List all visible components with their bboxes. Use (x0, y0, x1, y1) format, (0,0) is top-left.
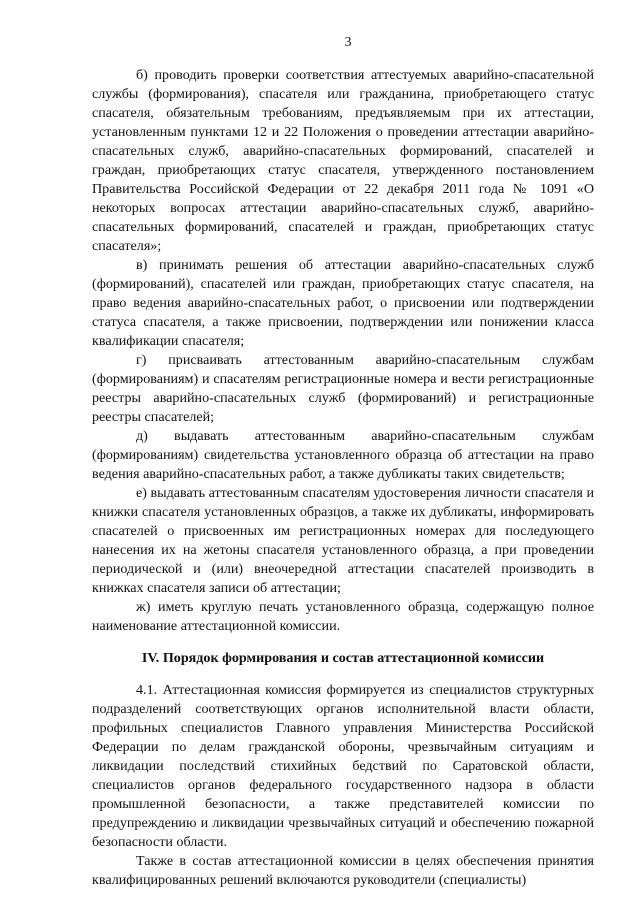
paragraph-zh: ж) иметь круглую печать установленного образца, содержащую полное наименование аттестационной комиссии. (92, 599, 594, 634)
paragraph-also: Также в состав аттестационной комиссии в целях обеспечения принятия квалифицированных решений включаются руководители (специалисты) (92, 853, 594, 888)
paragraph-v: в) принимать решения об аттестации аварийно-спасательных служб (формирований), спасателей или граждан, приобретающих статус спасателя, на право ведения аварийно-спасательных работ, о присвоении или подтверждении статуса спасателя, а также присвоении, подтверждении или понижении класса квалификации спасателя; (92, 257, 594, 349)
paragraph-e: е) выдавать аттестованным спасателям удостоверения личности спасателя и книжки спасателя установленных образцов, а также их дубликаты, информировать спасателей о присвоенных им регистрационных номерах для последующего нанесения их на жетоны спасателя установленного образца, а при проведении периодической и (или) внеочередной аттестации спасателей производить в книжках спасателя записи об аттестации; (92, 485, 594, 596)
paragraph-g: г) присваивать аттестованным аварийно-спасательным службам (формированиям) и спасателям регистрационные номера и вести регистрационные реестры аварийно-спасательных служб (формирований) и регистрационные реестры спасателей; (92, 352, 594, 425)
section-title: IV. Порядок формирования и состав аттестационной комиссии (141, 650, 545, 666)
page-number: 3 (344, 35, 352, 50)
paragraph-d: д) выдавать аттестованным аварийно-спасательным службам (формированиям) свидетельства установленного образца об аттестации на право ведения аварийно-спасательных работ, а также дубликаты таких свидетельств; (92, 428, 594, 482)
paragraph-4-1: 4.1. Аттестационная комиссия формируется из специалистов структурных подразделений соответствующих органов исполнительной власти области, профильных специалистов Главного управления Министерства Российской Федерации по делам гражданской обороны, чрезвычайным ситуациям и ликвидации последствий стихийных бедствий по Саратовской области, специалистов органов федерального государственного надзора в области промышленной безопасности, а также представителей комиссии по предупреждению и ликвидации чрезвычайных ситуаций и обеспечению пожарной безопасности области. (92, 682, 594, 850)
paragraph-b: б) проводить проверки соответствия аттестуемых аварийно-спасательной службы (формирования), спасателя или гражданина, приобретающего статус спасателя, обязательным требованиям, предъявляемым при их аттестации, установленным пунктами 12 и 22 Положения о проведении аттестации аварийно-спасательных служб, аварийно-спасательных формирований, спасателей и граждан, приобретающих статус спасателя, утвержденного постановлением Правительства Российской Федерации от 22 декабря 2011 года № 1091 «О некоторых вопросах аттестации аварийно-спасательных служб, аварийно-спасательных формирований, спасателей и граждан, приобретающих статус спасателя»; (92, 67, 594, 254)
